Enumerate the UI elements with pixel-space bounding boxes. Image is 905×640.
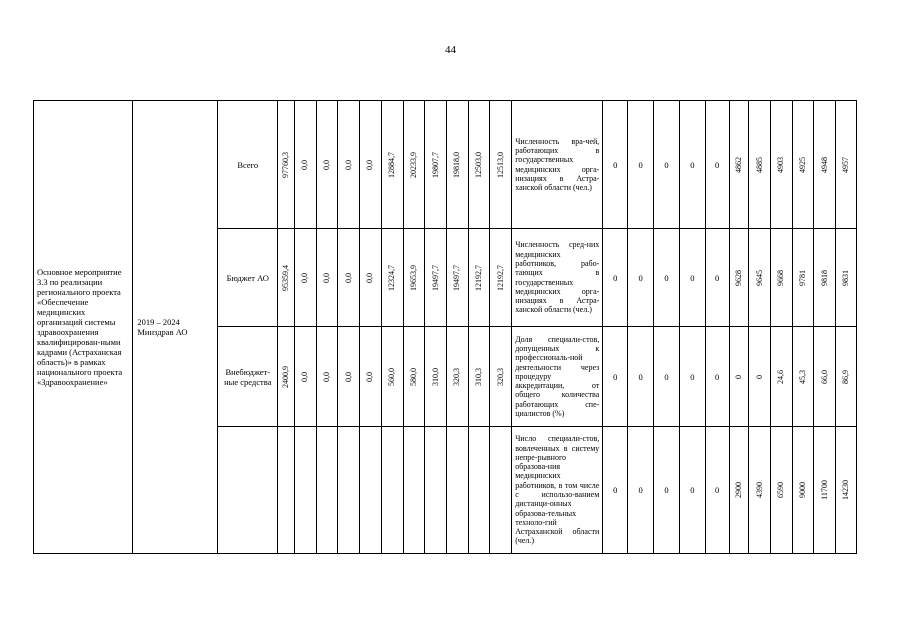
funding-cell	[446, 229, 468, 327]
funding-cell	[278, 327, 295, 427]
funding-source	[218, 427, 278, 554]
indicator-value-cell	[792, 229, 814, 327]
funding-cell	[360, 427, 382, 554]
funding-value: 0,0	[321, 272, 331, 283]
indicator-value: 0	[603, 327, 628, 427]
funding-value: 12324,7	[387, 264, 397, 291]
funding-cell	[278, 101, 295, 229]
indicator-value: 0	[679, 427, 705, 554]
indicator-value: 0	[705, 427, 729, 554]
funding-cell	[446, 327, 468, 427]
funding-value: 320,3	[495, 367, 505, 386]
funding-value: 0,0	[300, 159, 310, 170]
indicator-value: 14230	[841, 480, 851, 500]
indicator-value: 0	[705, 101, 729, 229]
indicator-value-cell	[814, 427, 836, 554]
funding-value: 0,0	[343, 371, 353, 382]
funding-cell	[381, 229, 403, 327]
funding-cell	[316, 327, 338, 427]
funding-source: Всего	[218, 101, 278, 229]
indicator-value: 4948	[819, 156, 829, 173]
indicator-value: 86,9	[841, 369, 851, 384]
funding-value: 0,0	[343, 272, 353, 283]
funding-cell	[278, 229, 295, 327]
indicator-value-cell	[792, 327, 814, 427]
funding-cell	[403, 101, 425, 229]
funding-cell	[338, 229, 360, 327]
indicator-value-cell	[749, 229, 771, 327]
funding-value: 310,3	[474, 367, 484, 386]
indicator-value: 11700	[819, 480, 829, 500]
indicator-value: 0	[654, 229, 680, 327]
indicator-name: Число специали-стов, вовлеченных в систему непре-рывного образова-ния медицинских работников, в том числе с использо-ванием дистанци-онных образова-тельных техноло-гий Астраханской области (чел.)	[512, 427, 603, 554]
funding-cell	[294, 327, 316, 427]
indicator-value: 0	[754, 374, 764, 379]
indicator-value: 0	[628, 101, 654, 229]
funding-cell	[446, 427, 468, 554]
funding-value: 12192,7	[474, 264, 484, 291]
indicator-value: 4925	[798, 156, 808, 173]
indicator-value: 0	[654, 327, 680, 427]
funding-cell	[403, 327, 425, 427]
funding-value: 0,0	[343, 159, 353, 170]
indicator-value: 0	[603, 427, 628, 554]
funding-cell	[468, 229, 490, 327]
indicator-value-cell	[836, 101, 857, 229]
indicator-value: 0	[603, 101, 628, 229]
indicator-name: Численность сред-них медицинских работников, рабо-тающих в государственных медицинских орга-низациях в Астра-ханской области (чел.)	[512, 229, 603, 327]
funding-cell	[425, 427, 447, 554]
indicator-value: 0	[654, 427, 680, 554]
funding-value: 320,3	[452, 367, 462, 386]
indicator-value: 9000	[798, 482, 808, 498]
funding-cell	[316, 101, 338, 229]
indicator-value-cell	[729, 101, 749, 229]
funding-value: 12503,0	[474, 151, 484, 178]
indicator-value: 0	[628, 327, 654, 427]
indicator-value: 0	[679, 229, 705, 327]
indicator-value: 6590	[776, 482, 786, 498]
funding-cell	[338, 327, 360, 427]
indicator-value: 2900	[733, 482, 743, 498]
funding-value: 2400,9	[281, 365, 291, 388]
funding-cell	[278, 427, 295, 554]
funding-value: 0,0	[300, 272, 310, 283]
funding-cell	[490, 101, 512, 229]
funding-value: 12884,7	[387, 151, 397, 178]
funding-value: 310,0	[430, 367, 440, 386]
funding-value: 0,0	[300, 371, 310, 382]
funding-cell	[468, 101, 490, 229]
funding-value: 19818,0	[452, 151, 462, 178]
funding-cell	[381, 327, 403, 427]
funding-cell	[360, 327, 382, 427]
funding-cell	[294, 427, 316, 554]
indicator-value-cell	[729, 229, 749, 327]
funding-cell	[490, 327, 512, 427]
funding-cell	[425, 327, 447, 427]
period: 2019 – 2024	[137, 317, 180, 327]
indicator-value-cell	[729, 427, 749, 554]
indicator-value-cell	[770, 327, 792, 427]
funding-cell	[425, 229, 447, 327]
funding-cell	[360, 229, 382, 327]
indicator-value: 24,6	[776, 369, 786, 384]
indicator-value: 4957	[841, 156, 851, 173]
indicator-value-cell	[836, 427, 857, 554]
funding-value: 560,0	[387, 367, 397, 386]
funding-value: 19497,7	[430, 264, 440, 291]
indicator-value-cell	[792, 427, 814, 554]
indicator-value: 9818	[819, 269, 829, 286]
funding-cell	[294, 101, 316, 229]
funding-cell	[316, 427, 338, 554]
indicator-value: 9831	[841, 269, 851, 286]
program-table	[33, 100, 857, 554]
indicator-value-cell	[749, 327, 771, 427]
indicator-value: 9781	[798, 269, 808, 286]
indicator-name: Численность вра-чей, работающих в государственных медицинских орга-низациях в Астра-ханской области (чел.)	[512, 101, 603, 229]
funding-value: 0,0	[321, 159, 331, 170]
funding-cell	[425, 101, 447, 229]
indicator-value: 0	[679, 327, 705, 427]
funding-value: 97760,3	[281, 151, 291, 178]
indicator-value: 0	[628, 427, 654, 554]
funding-cell	[403, 229, 425, 327]
indicator-value: 4862	[733, 156, 743, 173]
indicator-value: 4885	[754, 156, 764, 173]
indicator-value-cell	[770, 427, 792, 554]
indicator-value: 0	[733, 374, 743, 379]
funding-cell	[490, 229, 512, 327]
funding-cell	[468, 427, 490, 554]
indicator-value: 0	[603, 229, 628, 327]
indicator-value-cell	[749, 427, 771, 554]
indicator-value: 9645	[754, 269, 764, 286]
indicator-value-cell	[792, 101, 814, 229]
funding-value: 0,0	[365, 371, 375, 382]
indicator-value-cell	[770, 101, 792, 229]
indicator-value: 9628	[733, 269, 743, 286]
indicator-value: 0	[654, 101, 680, 229]
funding-value: 20233,9	[408, 151, 418, 178]
funding-cell	[403, 427, 425, 554]
funding-cell	[360, 101, 382, 229]
indicator-value: 0	[705, 327, 729, 427]
executor: Минздрав АО	[137, 327, 188, 337]
funding-cell	[446, 101, 468, 229]
indicator-value: 9668	[776, 269, 786, 286]
funding-cell	[338, 101, 360, 229]
indicator-value-cell	[729, 327, 749, 427]
funding-value: 12513,0	[495, 151, 505, 178]
funding-value: 0,0	[365, 159, 375, 170]
indicator-value-cell	[836, 229, 857, 327]
indicator-name: Доля специали-стов, допущенных к профессиональ-ной деятельности через процедуру аккредитации, от общего количества работающих спе-циалистов (%)	[512, 327, 603, 427]
indicator-value: 4390	[754, 482, 764, 498]
funding-cell	[338, 427, 360, 554]
table-row	[34, 101, 857, 229]
indicator-value-cell	[814, 327, 836, 427]
funding-value: 19807,7	[430, 151, 440, 178]
funding-value: 19653,9	[408, 264, 418, 291]
funding-cell	[468, 327, 490, 427]
funding-source: Внебюджет-ные средства	[218, 327, 278, 427]
funding-value: 12192,7	[495, 264, 505, 291]
indicator-value-cell	[814, 101, 836, 229]
funding-cell	[381, 101, 403, 229]
indicator-value: 0	[705, 229, 729, 327]
indicator-value: 45,3	[798, 369, 808, 384]
funding-cell	[490, 427, 512, 554]
activity-description: Основное мероприятие 3.3 по реализации регионального проекта «Обеспечение медицинских организаций системы здравоохранения квалифицирован-ными кадрами (Астраханская область)» в рамках национального проекта «Здравоохранение»	[34, 101, 133, 554]
funding-cell	[316, 229, 338, 327]
indicator-value: 0	[679, 101, 705, 229]
indicator-value-cell	[770, 229, 792, 327]
funding-source: Бюджет АО	[218, 229, 278, 327]
page-number: 44	[445, 44, 456, 56]
period-executor	[133, 101, 218, 554]
funding-value: 580,0	[408, 367, 418, 386]
indicator-value-cell	[836, 327, 857, 427]
funding-value: 0,0	[321, 371, 331, 382]
funding-value: 95359,4	[281, 264, 291, 291]
indicator-value: 66,0	[819, 369, 829, 384]
indicator-value: 4903	[776, 156, 786, 173]
funding-value: 0,0	[365, 272, 375, 283]
funding-value: 19497,7	[452, 264, 462, 291]
indicator-value-cell	[749, 101, 771, 229]
funding-cell	[294, 229, 316, 327]
indicator-value: 0	[628, 229, 654, 327]
funding-cell	[381, 427, 403, 554]
indicator-value-cell	[814, 229, 836, 327]
